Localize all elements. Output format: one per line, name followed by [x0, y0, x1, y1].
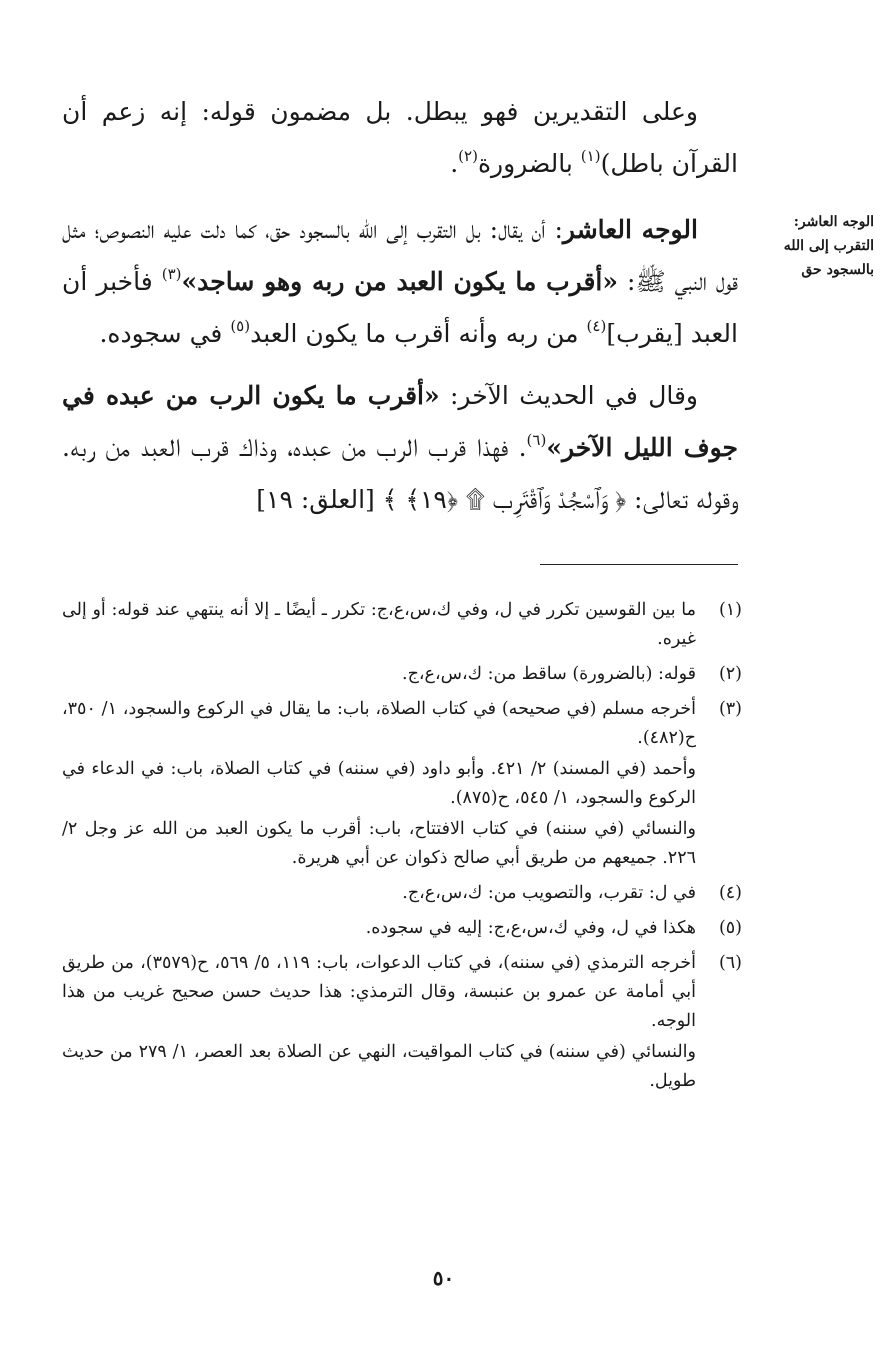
- footnote-number: (٢): [718, 664, 742, 684]
- paragraph-text: وعلى التقديرين فهو يبطل. بل مضمون قوله: إنه زعم أن القرآن باطل): [62, 97, 738, 178]
- footnote-body: [62, 695, 696, 875]
- paragraph-text: وقال في الحديث الآخر:: [439, 381, 698, 410]
- footnote-marker-6: (٦): [526, 431, 547, 449]
- footnote: [62, 949, 742, 1098]
- footnote-text: والنسائي (في سننه) في كتاب المواقيت، النهي عن الصلاة بعد العصر، ١/ ٢٧٩ من حديث طويل.: [62, 1042, 696, 1091]
- paragraph-1: [62, 86, 738, 190]
- footnote-body: [62, 660, 696, 691]
- footnote: [62, 660, 742, 691]
- footnote-marker-2: (٢): [458, 147, 478, 165]
- footnote-number: (١): [718, 600, 742, 620]
- page-number: ٥٠: [432, 1266, 455, 1290]
- footnote-text: ما بين القوسين تكرر في ل، وفي ك،س،ع،ج: تكرر ـ أيضًا ـ إلا أنه ينتهي عند قوله: أو إلى غيره.: [62, 600, 696, 649]
- paragraph-text: . فهذا قرب الرب من عبده، وذاك قرب العبد من ربه. وقوله تعالى: ﴿ وَٱسْجُدْ وَٱقْتَرِب ۩ ﴿١٩﴾ ﴾ [العلق: ١٩]: [62, 433, 738, 514]
- section-heading: الوجه العاشر: [562, 215, 698, 244]
- footnote-text: قوله: (بالضرورة) ساقط من: ك،س،ع،ج.: [402, 664, 696, 684]
- footnote-marker-3: (٣): [161, 265, 182, 283]
- hadith-quote: «أقرب ما يكون الرب من عبده في جوف الليل الآخر»: [62, 381, 738, 462]
- footnote: [62, 914, 742, 945]
- main-text: [62, 86, 738, 536]
- paragraph-text: من ربه وأنه أقرب ما يكون العبد: [250, 319, 587, 348]
- paragraph-text: .: [450, 149, 459, 178]
- footnote-number: (٥): [718, 918, 742, 938]
- footnote: [62, 596, 742, 656]
- footnote-separator: [540, 564, 738, 565]
- footnote-body: [62, 949, 696, 1098]
- paragraph-text: : أن يقال: بل التقرب إلى الله بالسجود حق، كما دلت عليه النصوص؛ مثل قول النبي ﷺ:: [62, 215, 739, 296]
- footnote-body: [62, 596, 696, 656]
- margin-note-line: التقرب إلى الله: [783, 238, 874, 254]
- footnote-text: هكذا في ل، وفي ك،س،ع،ج: إليه في سجوده.: [365, 918, 696, 938]
- hadith-quote: «أقرب ما يكون العبد من ربه وهو ساجد»: [181, 267, 618, 296]
- footnote-number: (٣): [718, 699, 742, 719]
- footnote-number: (٦): [718, 953, 742, 973]
- footnote-number: (٤): [718, 883, 742, 903]
- paragraph-text: فأخبر أن العبد [يقرب]: [62, 267, 738, 348]
- margin-note-line: الوجه العاشر:: [793, 214, 874, 230]
- footnote-text: في ل: تقرب، والتصويب من: ك،س،ع،ج.: [402, 883, 696, 903]
- footnote-marker-4: (٤): [586, 317, 607, 335]
- paragraph-text: في سجوده.: [99, 319, 231, 348]
- footnote-text: أخرجه مسلم (في صحيحه) في كتاب الصلاة، باب: ما يقال في الركوع والسجود، ١/ ٣٥٠، ح(٤٨٢).: [62, 699, 696, 748]
- margin-note: [754, 210, 874, 282]
- footnote-marker-1: (١): [580, 147, 601, 165]
- footnote-text: والنسائي (في سننه) في كتاب الافتتاح، باب: أقرب ما يكون العبد من الله عز وجل ٢/ ٢٢٦. جميعهم من طريق أبي صالح ذكوان عن أبي هريرة.: [62, 819, 696, 868]
- footnote-text: وأحمد (في المسند) ٢/ ٤٢١. وأبو داود (في سننه) في كتاب الصلاة، باب: في الدعاء في الركوع والسجود، ١/ ٥٤٥، ح(٨٧٥).: [62, 759, 696, 808]
- footnote-body: [62, 914, 696, 945]
- footnote: [62, 879, 742, 910]
- footnote-marker-5: (٥): [230, 317, 251, 335]
- paragraph-2: [62, 204, 738, 360]
- footnote-body: [62, 879, 696, 910]
- margin-note-line: بالسجود حق: [801, 262, 874, 278]
- footnote: [62, 695, 742, 875]
- paragraph-3: [62, 370, 738, 526]
- paragraph-text: بالضرورة: [477, 149, 581, 178]
- footnote-text: أخرجه الترمذي (في سننه)، في كتاب الدعوات، باب: ١١٩، ٥/ ٥٦٩، ح(٣٥٧٩)، من طريق أبي أمامة عن عمرو بن عنبسة، وقال الترمذي: هذا حديث حسن صحيح غريب من هذا الوجه.: [62, 953, 696, 1031]
- footnotes: [62, 596, 742, 1102]
